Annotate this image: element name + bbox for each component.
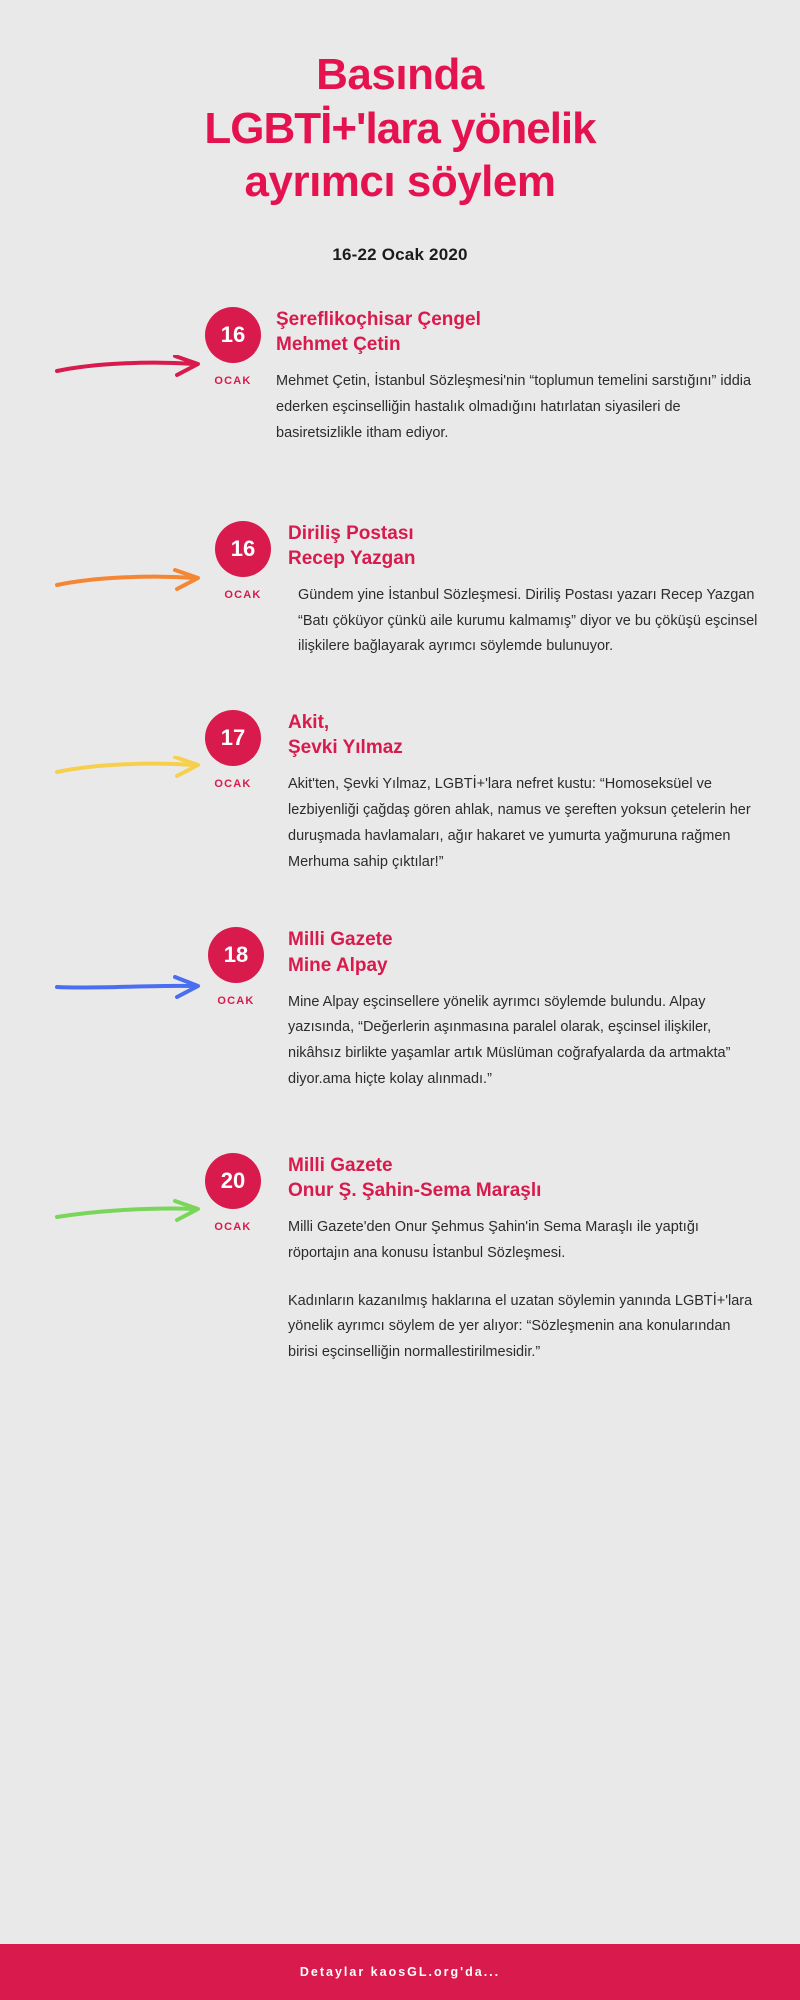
month-label: OCAK [217,995,255,1008]
day-badge: 16 [205,307,261,363]
entry-paragraph: Milli Gazete'den Onur Şehmus Şahin'in Sema Maraşlı ile yaptığı röportajın ana konusu İstanbul Sözleşmesi. [288,1218,699,1261]
entry-paragraph: Gündem yine İstanbul Sözleşmesi. Diriliş Postası yazarı Recep Yazgan “Batı çöküyor çünkü aile kurumu kalmamış” diyor ve bu çöküşü eşcinsel ilişkilere bağlayarak ayrımcı söylemde bulunuyor. [298,586,758,655]
arrow-icon [55,973,215,999]
month-label: OCAK [224,588,262,601]
list-item [0,927,800,1092]
entry-title [270,710,760,760]
entry-title-line-1: Akit, [288,712,330,734]
day-badge: 20 [205,1153,261,1209]
page-title [0,48,800,209]
entry-title-line-1: Milli Gazete [288,929,393,951]
title-line-3: ayrımcı söylem [244,157,556,207]
entry-title [258,307,760,357]
list-item [0,710,800,875]
footer-banner [0,1944,800,2000]
entry-title-line-2: Recep Yazgan [288,547,416,569]
entry-title-line-2: Onur Ş. Şahin-Sema Maraşlı [288,1179,542,1201]
entry-title-line-1: Milli Gazete [288,1154,393,1176]
entry-paragraph: Akit'ten, Şevki Yılmaz, LGBTİ+'lara nefret kustu: “Homoseksüel ve lezbiyenliği çağdaş gören ahlak, namus ve şereften yoksun çetelerin her duruşmada havlamaları, ağır hakaret ve yumurta yağmuruna rağmen Merhuma sahip çıktılar!” [288,776,751,870]
arrow-icon [55,1199,215,1225]
footer-text: Detaylar kaosGL.org'da... [299,1965,501,1979]
list-item [0,1153,800,1366]
month-label: OCAK [214,1220,252,1233]
entry-title [270,521,760,571]
entry-title-line-1: Diriliş Postası [288,522,414,544]
entry-paragraph: Kadınların kazanılmış haklarına el uzatan söylemin yanında LGBTİ+'lara yönelik ayrımcı söylem de yer alıyor: “Sözleşmenin ana konularından birisi eşcinselliğin normallestirilmesidir.” [288,1292,753,1361]
list-item [0,307,800,447]
entry-paragraph: Mine Alpay eşcinsellere yönelik ayrımcı söylemde bulundu. Alpay yazısında, “Değerlerin aşınmasına paralel olarak, eşcinsel ilişkiler, nikâhsız birlikte yaşamlar artık Müslüman coğrafyalarda da artmakta” diyor.ama hiçte kolay alınmadı.” [288,993,731,1087]
title-line-1: Basında [316,50,484,99]
entry-paragraph: Mehmet Çetin, İstanbul Sözleşmesi'nin “toplumun temelini sarstığını” iddia ederken eşcinselliğin hastalık olmadığını hatırlatan siyasileri de basiretsizlikle itham ediyor. [276,373,752,441]
day-badge: 18 [208,927,264,983]
month-label: OCAK [214,375,252,388]
month-label: OCAK [214,778,252,791]
entry-title-line-2: Mine Alpay [288,954,388,976]
day-badge: 16 [215,521,271,577]
entry-list [0,307,800,1366]
entry-title [270,1153,760,1203]
list-item [0,521,800,661]
header [0,0,800,265]
date-range: 16-22 Ocak 2020 [332,245,468,265]
arrow-icon [55,756,215,782]
arrow-icon [55,567,215,593]
title-line-2: LGBTİ+'lara yönelik [204,103,596,153]
entry-title-line-1: Şereflikoçhisar Çengel [276,309,481,331]
day-badge: 17 [205,710,261,766]
entry-title-line-2: Şevki Yılmaz [288,737,403,759]
entry-title [270,927,760,977]
arrow-icon [55,355,215,381]
entry-title-line-2: Mehmet Çetin [276,334,401,356]
